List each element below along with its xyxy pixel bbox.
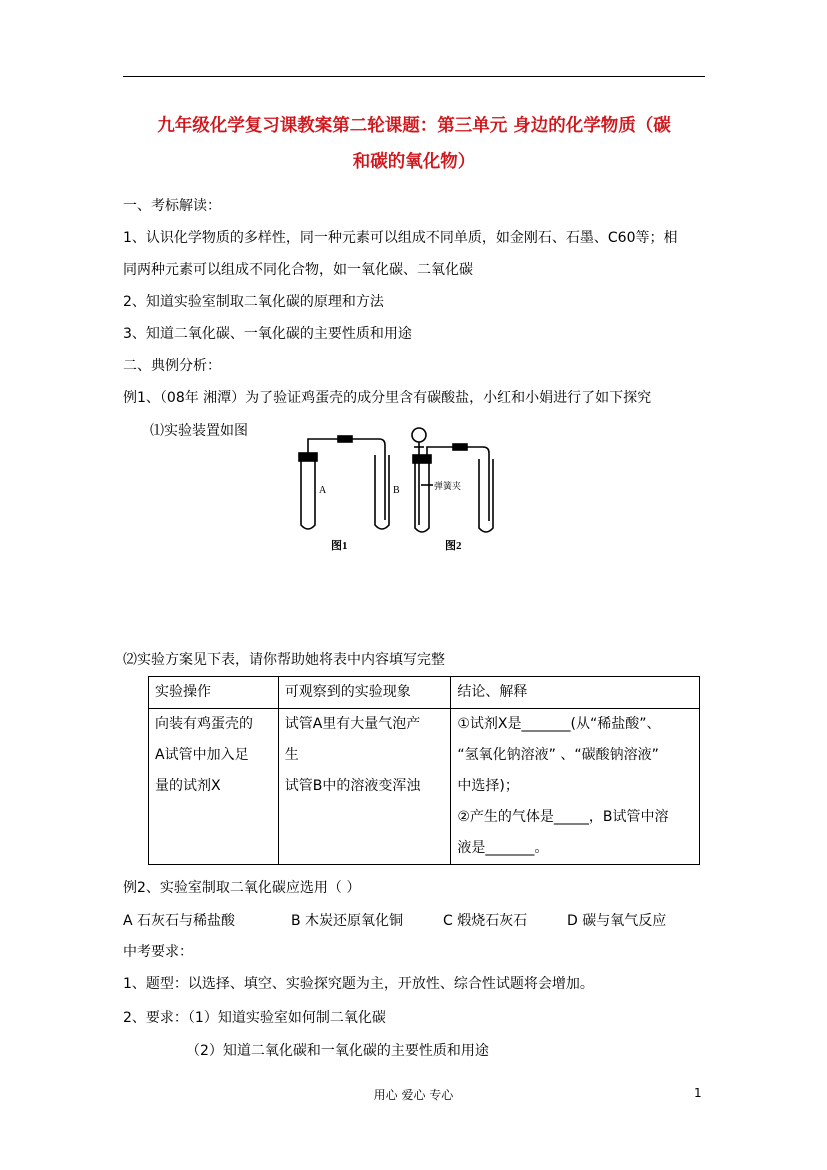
cell-line: A试管中加入足 xyxy=(155,747,249,763)
table-header-operation: 实验操作 xyxy=(149,677,279,709)
funnel-bulb xyxy=(412,428,426,442)
experiment-table xyxy=(148,676,700,865)
footer-text: 用心 爱心 专心 xyxy=(373,1088,454,1102)
stopper-a xyxy=(299,453,317,461)
option-c: C 煅烧石灰石 xyxy=(443,913,528,929)
section-2-heading: 二、典例分析： xyxy=(123,358,221,374)
example-1-question: 例1、（08年 湘潭）为了验证鸡蛋壳的成分里含有碳酸盐，小红和小娟进行了如下探究 xyxy=(123,390,652,406)
option-d: D 碳与氧气反应 xyxy=(567,913,667,929)
label-b: B xyxy=(393,485,400,496)
table-header-conclusion: 结论、解释 xyxy=(451,677,700,709)
section-1-item-1a: 1、认识化学物质的多样性，同一种元素可以组成不同单质，如金刚石、石墨、C60等；相 xyxy=(123,230,678,246)
section-1-heading: 一、考标解读： xyxy=(123,198,221,214)
test-tube-b xyxy=(375,455,389,529)
table-cell-phenomenon xyxy=(278,709,451,865)
section-1-item-3: 3、知道二氧化碳、一氧化碳的主要性质和用途 xyxy=(123,326,412,342)
table-header-phenomenon: 可观察到的实验现象 xyxy=(278,677,451,709)
title-line-1: 九年级化学复习课教案第二轮课题：第三单元 身边的化学物质（碳 xyxy=(157,116,671,136)
table-header-row xyxy=(149,677,700,709)
delivery-tube-1 xyxy=(308,439,385,520)
option-b: B 木炭还原氧化铜 xyxy=(291,913,404,929)
example-2-question: 例2、实验室制取二氧化碳应选用（ ） xyxy=(123,880,361,896)
header-rule xyxy=(123,76,705,77)
cell-line: 试管B中的溶液变浑浊 xyxy=(284,778,421,794)
cell-line: 生 xyxy=(284,747,299,763)
label-valve: 弹簧夹 xyxy=(434,482,462,492)
requirements-heading: 中考要求： xyxy=(123,944,193,960)
cell-line: 试管A里有大量气泡产 xyxy=(284,716,421,732)
page-number: 1 xyxy=(694,1086,702,1100)
caption-fig-2: 图2 xyxy=(445,540,462,552)
cell-line: 量的试剂X xyxy=(155,778,221,794)
stopper-fig2 xyxy=(413,455,431,463)
table-cell-conclusion xyxy=(451,709,700,865)
requirements-item-2: 2、要求：（1）知道实验室如何制二氧化碳 xyxy=(123,1010,386,1026)
label-a: A xyxy=(319,485,327,496)
requirements-item-2b: （2）知道二氧化碳和一氧化碳的主要性质和用途 xyxy=(186,1043,489,1059)
requirements-item-1: 1、题型：以选择、填空、实验探究题为主，开放性、综合性试题将会增加。 xyxy=(123,976,594,992)
cell-line: ②产生的气体是_____，B试管中溶 xyxy=(457,809,669,825)
document-title xyxy=(123,108,705,180)
cell-line: 中选择)； xyxy=(457,778,519,794)
example-1-part-1: ⑴实验装置如图 xyxy=(150,423,248,439)
title-line-2: 和碳的氧化物） xyxy=(352,152,476,172)
cell-line: 向装有鸡蛋壳的 xyxy=(155,716,253,732)
rubber-joint-1 xyxy=(338,436,352,442)
table-cell-operation xyxy=(149,709,279,865)
table-row xyxy=(149,709,700,865)
cell-line: ①试剂X是_______(从“稀盐酸”、 xyxy=(457,716,661,732)
section-1-item-2: 2、知道实验室制取二氧化碳的原理和方法 xyxy=(123,294,384,310)
apparatus-figure xyxy=(293,425,523,555)
option-a: A 石灰石与稀盐酸 xyxy=(123,913,236,929)
rubber-joint-2 xyxy=(453,444,467,450)
section-1-item-1b: 同两种元素可以组成不同化合物，如一氧化碳、二氧化碳 xyxy=(123,262,473,278)
caption-fig-1: 图1 xyxy=(331,540,348,552)
test-tube-fig2-a xyxy=(415,463,429,532)
cell-line: “氢氧化钠溶液” 、“碳酸钠溶液” xyxy=(457,747,659,763)
test-tube-a xyxy=(301,460,315,529)
example-1-part-2: ⑵实验方案见下表，请你帮助她将表中内容填写完整 xyxy=(123,652,445,668)
cell-line: 液是_______。 xyxy=(457,840,549,856)
test-tube-fig2-b xyxy=(479,459,493,532)
